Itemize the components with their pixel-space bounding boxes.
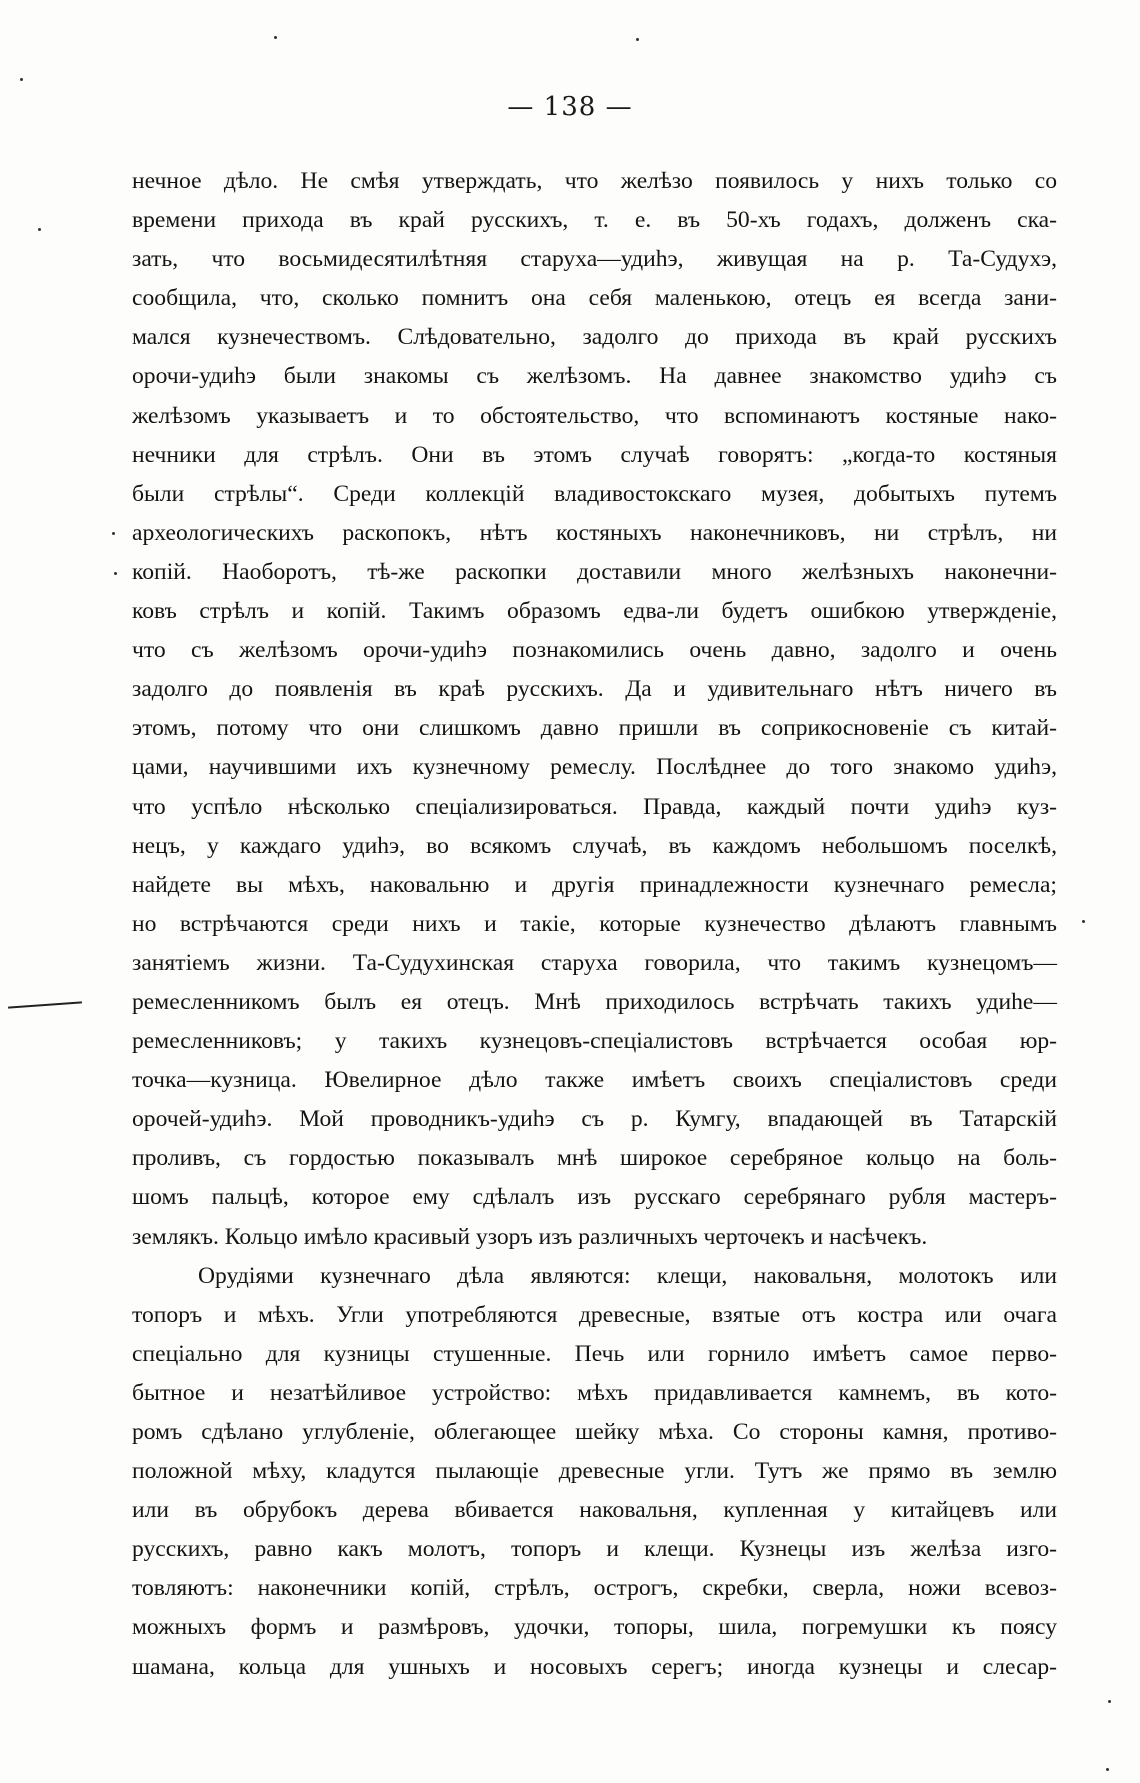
text-line: Орудіями кузнечнаго дѣла являются: клещи, наковальня, молотокъ или xyxy=(198,1262,1057,1289)
text-line: шомъ пальцѣ, которое ему сдѣлалъ изъ русскаго серебрянаго рубля мастеръ- xyxy=(132,1184,1057,1211)
text-line: ромъ сдѣлано углубленіе, облегающее шейку мѣха. Со стороны камня, противо- xyxy=(132,1419,1057,1445)
text-line: были стрѣлы“. Среди коллекцій владивостокскаго музея, добытыхъ путемъ xyxy=(132,480,1057,507)
text-line: ковъ стрѣлъ и копій. Такимъ образомъ едва-ли будетъ ошибкою утвержденіе, xyxy=(132,598,1057,625)
scan-speck xyxy=(274,36,277,39)
text-line: шамана, кольца для ушныхъ и носовыхъ серегъ; иногда кузнецы и слесар- xyxy=(132,1653,1057,1680)
text-line: проливъ, съ гордостью показывалъ мнѣ широкое серебряное кольцо на боль- xyxy=(132,1145,1057,1172)
text-line: можныхъ формъ и размѣровъ, удочки, топоры, шила, погремушки къ поясу xyxy=(132,1614,1057,1641)
text-line: орочей-удиһэ. Мой проводникъ-удиһэ съ р. Кумгу, впадающей въ Татарскій xyxy=(132,1106,1057,1133)
scan-speck xyxy=(112,532,115,535)
text-line: нечники для стрѣлъ. Они въ этомъ случаѣ говорятъ: „когда-то костяныя xyxy=(132,441,1057,468)
text-line: орочи-удиһэ были знакомы съ желѣзомъ. На давнее знакомство удиһэ съ xyxy=(132,363,1057,390)
margin-rule-mark xyxy=(8,1001,82,1008)
text-line: положной мѣху, кладутся пылающіе древесные угли. Тутъ же прямо въ землю xyxy=(132,1458,1057,1485)
scan-speck xyxy=(20,78,23,81)
scan-speck xyxy=(38,228,41,231)
text-line: товляютъ: наконечники копій, стрѣлъ, острогъ, скребки, сверла, ножи всевоз- xyxy=(132,1575,1057,1602)
text-line: что съ желѣзомъ орочи-удиһэ познакомились очень давно, задолго и очень xyxy=(132,637,1057,664)
text-line: нецъ, у каждаго удиһэ, во всякомъ случаѣ, въ каждомъ небольшомъ поселкѣ, xyxy=(132,832,1057,859)
paragraph-1 xyxy=(132,162,1057,1257)
text-line: цами, научившими ихъ кузнечному ремеслу. Послѣднее до того знакомо удиһэ, xyxy=(132,754,1057,781)
text-line: или въ обрубокъ дерева вбивается наковальня, купленная у китайцевъ или xyxy=(132,1497,1057,1524)
text-line: землякъ. Кольцо имѣло красивый узоръ изъ различныхъ черточекъ и насѣчекъ. xyxy=(132,1223,928,1250)
text-line: этомъ, потому что они слишкомъ давно пришли въ соприкосновеніе съ китай- xyxy=(132,715,1057,742)
text-line: нечное дѣло. Не смѣя утверждать, что желѣзо появилось у нихъ только со xyxy=(132,168,1057,194)
scan-speck xyxy=(1106,1768,1109,1771)
text-line: найдете вы мѣхъ, наковальню и другія принадлежности кузнечнаго ремесла; xyxy=(132,871,1057,898)
text-line: археологическихъ раскопокъ, нѣтъ костяныхъ наконечниковъ, ни стрѣлъ, ни xyxy=(132,519,1057,546)
text-line: мался кузнечествомъ. Слѣдовательно, задолго до прихода въ край русскихъ xyxy=(132,324,1057,351)
text-line: ремесленниковъ; у такихъ кузнецовъ-спеціалистовъ встрѣчается особая юр- xyxy=(132,1028,1057,1055)
scan-speck xyxy=(1082,920,1085,923)
text-line: что успѣло нѣсколько спеціализироваться. Правда, каждый почти удиһэ куз- xyxy=(132,793,1057,820)
text-line: желѣзомъ указываетъ и то обстоятельство, что вспоминаютъ костяные нако- xyxy=(132,402,1057,429)
scan-speck xyxy=(1108,1700,1111,1703)
page-number: — 138 — xyxy=(507,92,633,122)
text-line: топоръ и мѣхъ. Угли употребляются древесные, взятые отъ костра или очага xyxy=(132,1301,1057,1328)
text-line: но встрѣчаются среди нихъ и такіе, которые кузнечество дѣлаютъ главнымъ xyxy=(132,910,1057,937)
text-line: сообщила, что, сколько помнитъ она себя маленькою, отецъ ея всегда зани- xyxy=(132,285,1057,312)
text-line: задолго до появленія въ краѣ русскихъ. Да и удивительнаго нѣтъ ничего въ xyxy=(132,676,1057,703)
text-line: русскихъ, равно какъ молотъ, топоръ и клещи. Кузнецы изъ желѣза изго- xyxy=(132,1536,1057,1563)
text-line: времени прихода въ край русскихъ, т. е. въ 50-хъ годахъ, долженъ ска- xyxy=(132,207,1057,234)
text-line: точка—кузница. Ювелирное дѣло также имѣетъ своихъ спеціалистовъ среди xyxy=(132,1067,1057,1094)
text-line: копій. Наоборотъ, тѣ-же раскопки доставили много желѣзныхъ наконечни- xyxy=(132,558,1057,585)
text-body xyxy=(132,162,1057,1687)
paragraph-2 xyxy=(132,1257,1057,1687)
scan-speck xyxy=(636,38,639,41)
text-line: бытное и незатѣйливое устройство: мѣхъ придавливается камнемъ, въ кото- xyxy=(132,1379,1057,1406)
text-line: зать, что восьмидесятилѣтняя старуха—удиһэ, живущая на р. Та-Судухэ, xyxy=(132,246,1057,273)
text-line: занятіемъ жизни. Та-Судухинская старуха говорила, что такимъ кузнецомъ— xyxy=(132,949,1057,976)
text-line: ремесленникомъ былъ ея отецъ. Мнѣ приходилось встрѣчать такихъ удиһе— xyxy=(132,988,1057,1015)
text-line: спеціально для кузницы стушенные. Печь или горнило имѣетъ самое перво- xyxy=(132,1340,1057,1367)
scan-speck xyxy=(114,572,117,575)
